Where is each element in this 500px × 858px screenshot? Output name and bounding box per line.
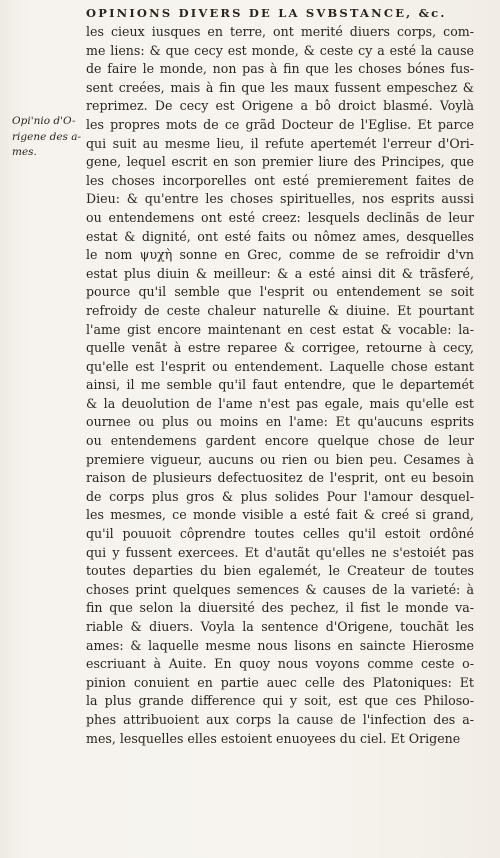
text-line: me liens: & que cecy est monde, & ceste cy a esté la cause (86, 42, 474, 58)
text-line: estat plus diuin & meilleur: & a esté ainsi dit & trãsferé, (86, 265, 474, 281)
text-line: escriuant à Auite. En quoy nous voyons comme ceste o- (86, 656, 474, 672)
text-line: la plus grande difference qui y soit, est que ces Philoso- (86, 693, 474, 709)
text-line: premiere vigueur, aucuns ou rien ou bien peu. Cesames à (86, 451, 474, 467)
text-line: de corps plus gros & plus solides Pour l'amour desquel- (86, 488, 474, 504)
text-line: le nom ψυχὴ sonne en Grec, comme de se refroidir d'vn (86, 247, 474, 263)
text-line: fin que selon la diuersité des pechez, il fist le monde va- (86, 600, 474, 616)
text-line: qu'il pouuoit côprendre toutes celles qu'il estoit ordôné (86, 526, 474, 542)
text-line: toutes departies du bien egalemét, le Createur de toutes (86, 563, 474, 579)
margin-note-line: rigene des a- (12, 130, 82, 143)
body-text (86, 23, 474, 748)
text-line: de faire le monde, non pas à fin que les choses bónes fus- (86, 61, 474, 77)
text-line: qu'elle est l'esprit ou entendement. Laquelle chose estant (86, 358, 474, 374)
text-line: sent creées, mais à fin que les maux fussent empeschez & (86, 79, 474, 95)
text-line: ou entendemens ont esté creez: lesquels declinãs de leur (86, 209, 474, 225)
text-line: ou entendemens gardent encore quelque chose de leur (86, 433, 474, 449)
text-line: l'ame gist encore maintenant en cest estat & vocable: la- (86, 321, 474, 337)
margin-note (12, 114, 84, 161)
text-line: choses print quelques semences & causes de la varieté: à (86, 581, 474, 597)
text-line: riable & diuers. Voyla la sentence d'Origene, touchãt les (86, 619, 474, 634)
margin-note-line: mes. (12, 146, 37, 158)
text-line: mes, lesquelles elles estoient enuoyees du ciel. Et Origene (86, 730, 461, 746)
text-line: refroidy de ceste chaleur naturelle & diuine. Et pourtant (86, 302, 474, 318)
text-line: estat & dignité, ont esté faits ou nômez ames, desquelles (86, 228, 474, 244)
text-line: raison de plusieurs defectuositez de l'esprit, ont eu besoin (86, 470, 474, 486)
text-line: ainsi, il me semble qu'il faut entendre, que le departemét (86, 377, 474, 393)
text-line: phes attribuoient aux corps la cause de l'infection des a- (86, 711, 474, 727)
text-line: qui suit au mesme lieu, il refute apertemét l'erreur d'Ori- (86, 135, 474, 151)
text-line: les mesmes, ce monde visible a esté fait & creé si grand, (86, 507, 474, 523)
text-line: pinion conuient en partie auec celle des Platoniques: Et (86, 674, 474, 690)
text-line: reprimez. De cecy est Origene a bô droict blasmé. Voylà (86, 98, 474, 114)
text-line: les propres mots de ce grãd Docteur de l'Eglise. Et parce (86, 116, 474, 132)
text-line: ournee ou plus ou moins en l'ame: Et qu'aucuns esprits (86, 414, 474, 430)
text-line: les choses incorporelles ont esté premierement faites de (86, 172, 474, 188)
margin-note-line: Opi'nio d'O- (12, 115, 76, 127)
text-line: gene, lequel escrit en son premier liure des Principes, que (86, 154, 474, 170)
text-line: ames: & laquelle mesme nous lisons en saincte Hierosme (86, 637, 474, 653)
text-line: & la deuolution de l'ame n'est pas egale, mais qu'elle est (86, 395, 474, 411)
text-line: Dieu: & qu'entre les choses spirituelles, nos esprits aussi (86, 191, 474, 207)
text-line: les cieux iusques en terre, ont merité diuers corps, com- (86, 24, 474, 39)
running-head: OPINIONS DIVERS DE LA SVBSTANCE, &c. (86, 6, 447, 20)
text-line: qui y fussent exercees. Et d'autãt qu'elles ne s'estoiét pas (86, 544, 474, 560)
text-line: pource qu'il semble que l'esprit ou entendement se soit (86, 284, 474, 300)
text-line: quelle venãt à estre reparee & corrigee, retourne à cecy, (86, 340, 474, 356)
